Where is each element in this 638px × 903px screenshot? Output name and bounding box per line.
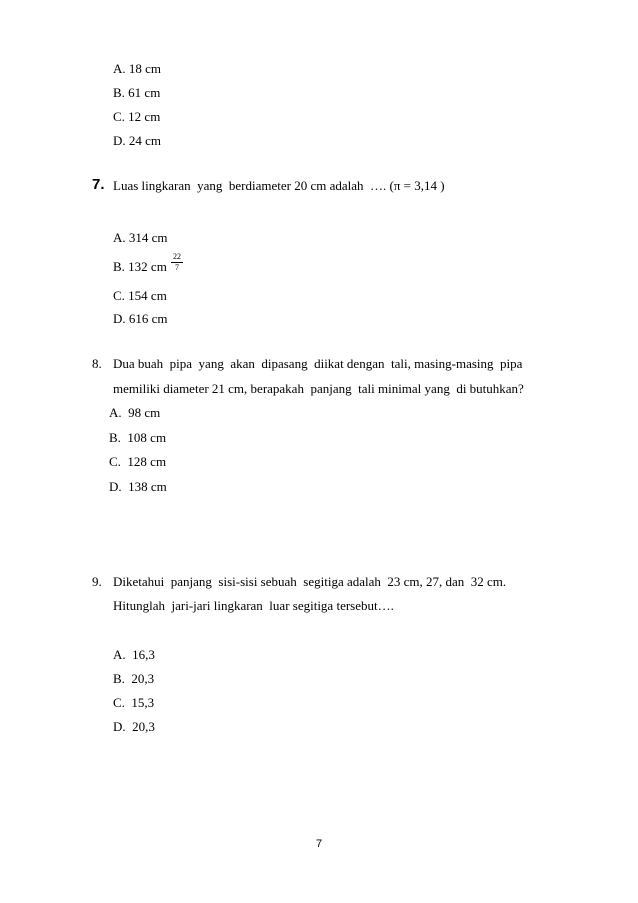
- q6-option-d: D. 24 cm: [113, 133, 162, 148]
- q9-option-b: B. 20,3: [113, 671, 155, 686]
- q7-option-a: A. 314 cm: [113, 230, 168, 245]
- fraction-denominator: 7: [175, 263, 179, 272]
- q7-option-d: D. 616 cm: [113, 311, 168, 326]
- q9-number: 9.: [92, 574, 102, 589]
- q7-fraction: [171, 253, 183, 272]
- fraction-numerator: 22: [173, 252, 181, 261]
- q6-option-a: A. 18 cm: [113, 61, 162, 76]
- q9-question-line-1: Diketahui panjang sisi-sisi sebuah segitiga adalah 23 cm, 27, dan 32 cm.: [113, 574, 507, 589]
- q9-option-d: D. 20,3: [113, 719, 155, 734]
- q8-option-a: A. 98 cm: [109, 405, 161, 420]
- q8-option-d: D. 138 cm: [109, 479, 167, 494]
- page-number: 7: [316, 838, 323, 850]
- q7-question-text: Luas lingkaran yang berdiameter 20 cm adalah …. (π = 3,14 ): [113, 178, 445, 193]
- q7-number: 7.: [92, 176, 105, 193]
- q7-option-b: B. 132 cm: [113, 259, 167, 274]
- q9-option-c: C. 15,3: [113, 695, 155, 710]
- q6-option-b: B. 61 cm: [113, 85, 161, 100]
- q8-option-c: C. 128 cm: [109, 454, 167, 469]
- q6-option-c: C. 12 cm: [113, 109, 161, 124]
- q8-number: 8.: [92, 356, 102, 371]
- q9-question-line-2: Hitunglah jari-jari lingkaran luar segitiga tersebut….: [113, 598, 394, 613]
- q8-question-line-1: Dua buah pipa yang akan dipasang diikat dengan tali, masing-masing pipa: [113, 356, 523, 371]
- q7-option-c: C. 154 cm: [113, 288, 167, 303]
- q8-question-line-2: memiliki diameter 21 cm, berapakah panjang tali minimal yang di butuhkan?: [113, 381, 524, 396]
- q8-option-b: B. 108 cm: [109, 430, 167, 445]
- q9-option-a: A. 16,3: [113, 647, 155, 662]
